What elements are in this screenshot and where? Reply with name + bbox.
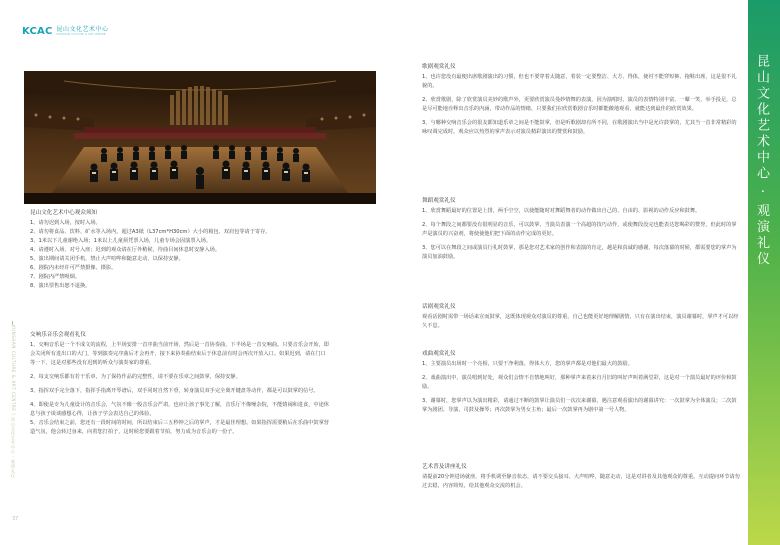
band-title: 昆山文化艺术中心 · 观演礼仪 [754,54,769,268]
concert-hall-photo [24,71,376,204]
concert-etiquette-section [30,331,330,437]
side-caption: KUNSHAN CULTURE & ART CENTRE | 昆山文化艺术中心 · 观演礼仪 [11,325,16,479]
xiqu-etiquette-section [422,350,740,415]
section-title: 舞蹈观赏礼仪 [422,198,456,204]
lecture-etiquette-section [422,463,740,491]
etiquette-item: 3、与哪种交响音乐会的很友都知道乐章之间是不能鼓掌，但是听歌剧却有所不同，在歌剧演出当中是允许鼓掌的，尤其当一首非常精彩的咏叹调完成时，观众应以热烈的掌声表示对演员精彩演出的赞赏和鼓励。 [422,120,737,135]
etiquette-item: 观看话剧时需带一场话来宣而鼓掌，这既体现观众对演员的尊重，自己也能更好地理解剧情，只有在演出结束，演员谢幕时，掌声才可以经久不息。 [422,314,739,329]
dance-etiquette-section [422,197,740,262]
section-title: 话剧观赏礼仪 [422,304,456,310]
opera-etiquette-section [422,63,740,137]
etiquette-item: 1、主要演员出场时一个亮相，只要干净利落，得体大方，您的掌声都是对他们最大的鼓励。 [422,361,633,367]
orchestra-illustration [24,71,376,204]
notice-item: 4、请遵时入场，对号入座；迟到的观众请在厅外稍候，待曲目间休息时安静入场。 [30,247,221,253]
notice-item: 5、演出期间请关闭手机，禁止大声喧哗和随意走动，以保持安静。 [30,256,184,262]
etiquette-item: 2、每个舞段之间都要没有很明显的音乐，可以鼓掌，当演员表演一个高超的技巧动作，或使舞段没完也能表达您喝彩的赞誉，但此时的掌声是演员的兴奋剂，将使使他们把下面的动作完成的更好。 [422,222,737,237]
notice-item: 2、请勿将食品、饮料、矿水等入场内，超过A3纸（L37cm*H30cm）大小的箱包、双肩包等请于寄存。 [30,229,271,235]
logo-name-en: KUNSHAN CULTURE & ART CENTRE [56,32,106,36]
etiquette-item: 1、交响音乐是一个不成文的流程，上半场安排一首序曲当前开场，然后是一首协奏曲，下半场是一首交响曲。只要音乐会开始，即会关闭所有进出口的大门，等到演奏完序曲后才会再开，接下来协奏曲结束后于休息前有时会再次开放入口。如果迟到，请在门口等一下，这是对那些没有迟到的听众与演奏家的尊重。 [30,342,329,366]
notice-item: 7、剧院内严禁吸烟。 [30,274,80,280]
logo-mark: KCAC [22,26,53,37]
etiquette-item: 2、戏曲演出中，演员唱到好处，观众们会情不自禁地叫好，那种掌声来着来自月旧的叫好声叫着满堂彩，这是对一个演员最好的评价和鼓励。 [422,375,737,390]
etiquette-item: 1、欣赏舞蹈最好的位置是上排，两手空空，以使能随时对舞蹈舞者的动作做出自己的、自由的、影视的动作反应和鼓舞。 [422,208,701,214]
etiquette-item: 3、您可以在舞段之间或演员行礼时鼓掌，那是您对艺术家的创作和表演的肯定，越是和真诚的感谢，每次落幕的时候，都需要您的掌声为演员加油鼓励。 [422,245,737,260]
etiquette-item: 3、指挥双手完全落下，指挥手指离开琴谱后，双手同时自然下垂，转身演员双手完全离开键盘等动作，都是可以鼓掌的信号。 [30,388,319,394]
etiquette-item: 5、音乐会结束之前，您还有一段时间的时间，所以结束后三五秒钟之后的掌声，才是最佳理想。如果指挥需要稍后在乐曲中鼓掌营造气氛，他会转过身来，向着您打拍子，这时候您要跟着节拍，努力成为音乐会的一份子。 [30,420,329,435]
notice-item: 8、演出票售出恕不退换。 [30,283,91,289]
section-title: 昆山文化艺术中心观众须知 [30,210,98,216]
section-title: 歌剧观赏礼仪 [422,64,456,70]
section-title: 交响乐音乐会观看礼仪 [30,332,86,338]
etiquette-item: 1、也许您没有最便出席歌剧演出的习惯，但也不要穿着太随意，着装一定要整洁、大方、得体，使衬不能穿短裤、拖鞋出席，这是很不礼貌的。 [422,74,737,89]
logo [22,26,109,37]
notice-item: 6、剧院内未经许可严禁摄像、摄影。 [30,265,117,271]
notice-item: 1、请勿迟到入场，按时入场。 [30,220,101,226]
page-number-left: 37 [12,516,19,522]
etiquette-item: 3、谢幕时，您掌声以为演出精彩，请通过不断的鼓掌让演员们一次次来谢幕，遇注意观看演出的谢幕讲究：一次鼓掌为全体演员；二次鼓掌为剧团、导演、司鼓及操琴；再次鼓掌为男女主角；最后一次鼓掌再为剧中第一号人物。 [422,398,737,413]
drama-etiquette-section [422,303,740,331]
etiquette-item: 2、欣赏歌剧，除了欣赏演员美妙的歌声外，更要欣赏演员曼妙情舞的表演，因为演唱时，演员的表情特别丰富，一颦一笑，举手投足，总是尽可能地诠释出音乐的内涵，带动作品的情绪，只要我们在欣赏歌剧音乐时都能敞地观看，就能达到最佳的欣赏效果。 [422,97,737,112]
notice-item: 3、1米以下儿童谢绝入场；1米以上儿童须凭票入场，儿童专场会固演票入场。 [30,238,212,244]
logo-text [57,27,109,37]
etiquette-item: 4、即使是专为儿童设计的音乐会，气氛不像一般音乐会严肃，也应让孩子事先了解，音乐厅不像噪杂院，不能嬉闹和进食，中途休息与孩子谈谈感想心得，让孩子学会表达自己的体验。 [30,402,329,417]
section-title: 戏曲观赏礼仪 [422,351,456,357]
logo-name-cn: 昆山文化艺术中心 [56,25,109,33]
etiquette-item: 2、每支交响乐都有若干乐章，为了保持作品的完整性，请不要在乐章之间鼓掌，保持安静。 [30,374,241,380]
section-title: 艺术普及讲座礼仪 [422,464,467,470]
etiquette-item: 请提前20分钟进场就座，将手机调至静音状态，请不要交头接耳、大声喧哗，随意走动，这是对讲者及其他观众的尊重。互动提问环节请勿过去稳，内容简短，给其他观众交流的机会。 [422,474,740,489]
audience-notice-section [30,209,330,291]
